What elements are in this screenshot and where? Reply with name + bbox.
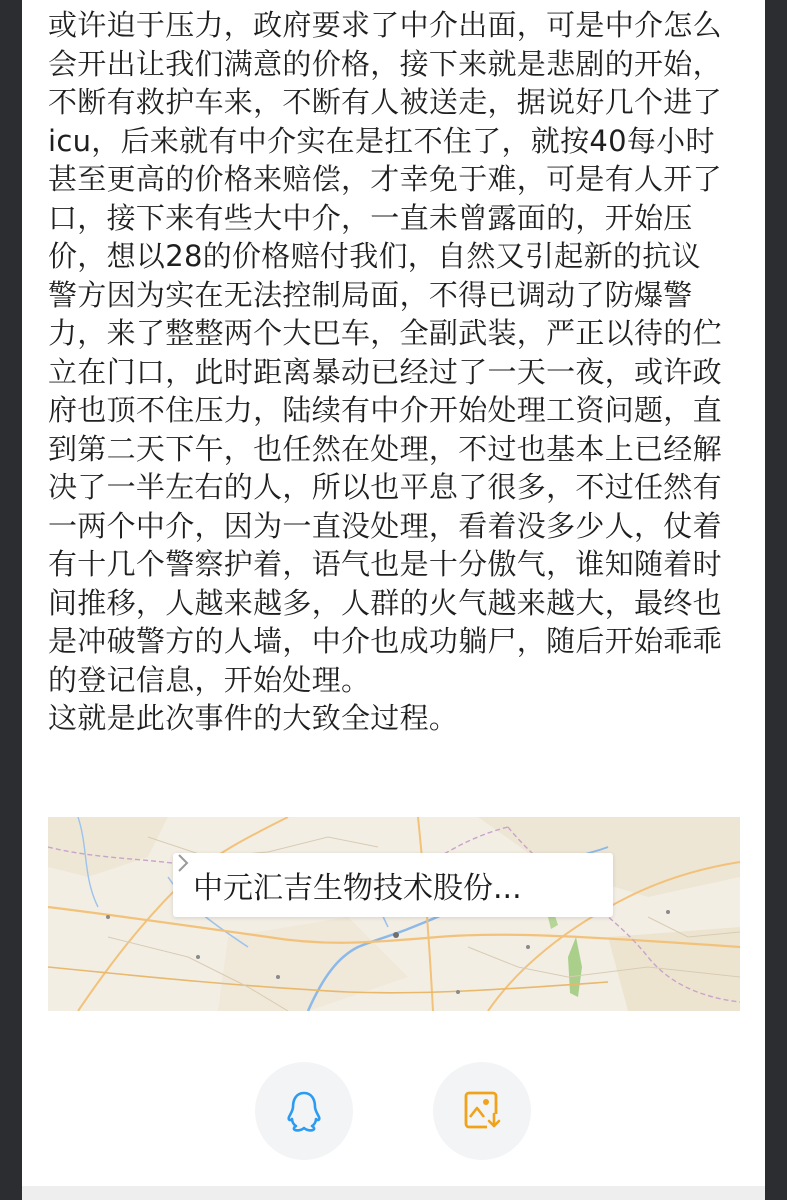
chevron-right-icon [173, 853, 193, 873]
article-body [48, 6, 740, 738]
article-line: 力，来了整整两个大巴车，全副武装，严正以待的伫 [48, 316, 722, 350]
article-line: 一两个中介，因为一直没处理，看着没多少人，仗着 [48, 508, 722, 543]
location-map-card[interactable] [48, 817, 740, 1011]
article-line: 会开出让我们满意的价格，接下来就是悲剧的开始， [48, 46, 722, 81]
article-line: 价，想以28的价格赔付我们，自然又引起新的抗议 [48, 239, 701, 273]
qq-penguin-icon [285, 1090, 323, 1132]
share-qq-button[interactable] [255, 1062, 353, 1160]
article-line: 甚至更高的价格来赔偿，才幸免于难，可是有人开了 [48, 162, 722, 196]
article-line: 的登记信息，开始处理。 [48, 662, 371, 697]
location-pill[interactable] [173, 853, 613, 917]
location-name: 中元汇吉生物技术股份... [193, 871, 522, 906]
article-line: 有十几个警察护着，语气也是十分傲气，谁知随着时 [48, 547, 722, 581]
article-line: icu，后来就有中介实在是扛不住了，就按40每小时 [48, 123, 715, 158]
article-line: 或许迫于压力，政府要求了中介出面，可是中介怎么 [48, 8, 722, 42]
bottom-bar [22, 1186, 765, 1200]
article-line: 口，接下来有些大中介，一直未曾露面的，开始压 [48, 200, 693, 235]
save-image-icon [463, 1090, 503, 1132]
article-line: 立在门口，此时距离暴动已经过了一天一夜，或许政 [48, 354, 722, 389]
article-line: 这就是此次事件的大致全过程。 [48, 701, 459, 735]
article-line: 间推移，人越来越多，人群的火气越来越大，最终也 [48, 585, 722, 620]
article-line: 是冲破警方的人墙，中介也成功躺尸，随后开始乖乖 [48, 624, 722, 658]
post-panel [22, 0, 765, 1200]
article-line: 不断有救护车来，不断有人被送走，据说好几个进了 [48, 85, 722, 119]
save-image-button[interactable] [433, 1062, 531, 1160]
article-line: 到第二天下午，也任然在处理，不过也基本上已经解 [48, 431, 722, 466]
article-line: 警方因为实在无法控制局面，不得已调动了防爆警 [48, 277, 693, 312]
article-line: 府也顶不住压力，陆续有中介开始处理工资问题，直 [48, 393, 722, 427]
article-line: 决了一半左右的人，所以也平息了很多，不过任然有 [48, 470, 722, 504]
